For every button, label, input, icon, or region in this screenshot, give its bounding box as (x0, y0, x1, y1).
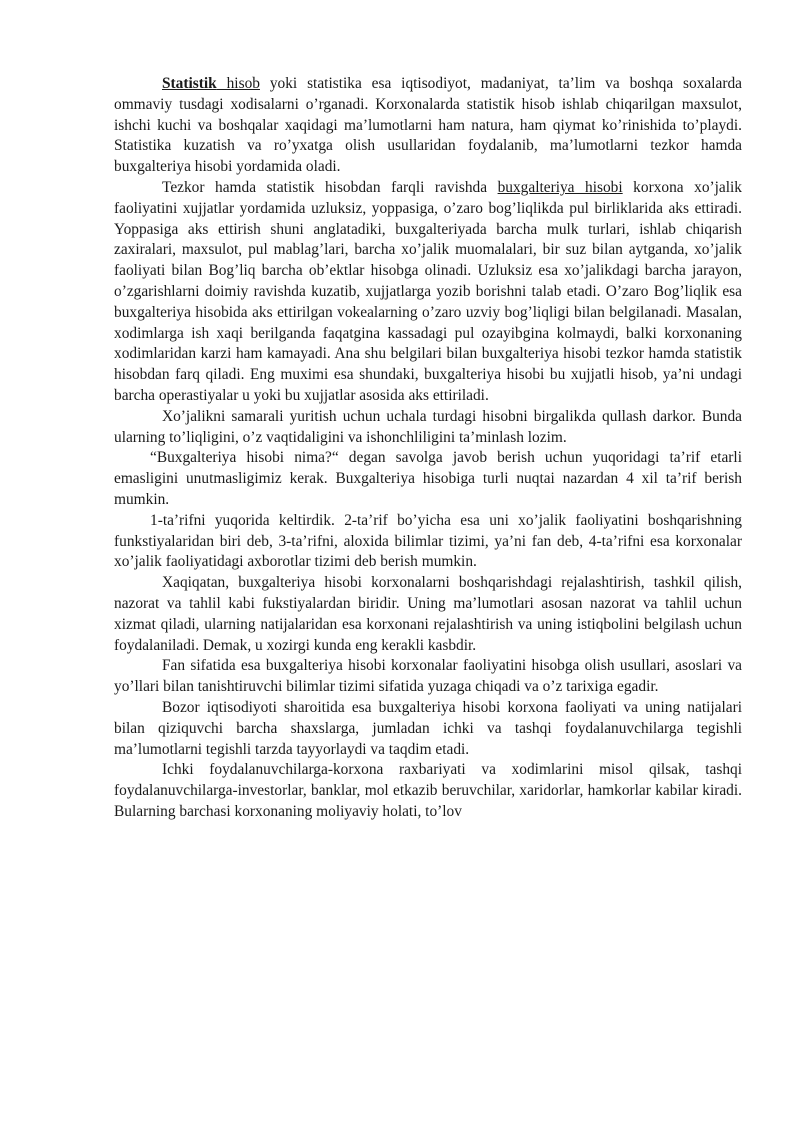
document-page (114, 74, 742, 823)
paragraph-7: Fan sifatida esa buxgalteriya hisobi korxonalar faoliyatini hisobga olish usullari, asoslari va yo’llari bilan tanishtiruvchi bilimlar tizimi sifatida yuzaga chiqadi va o’z tarixiga egadir. (114, 657, 742, 696)
paragraph-2-after: korxona xo’jalik faoliyatini xujjatlar yordamida uzluksiz, yoppasiga, o’zaro bog’liqlikda pul birliklarida aks ettiradi. Yoppasiga aks ettirish shuni anglatadiki, buxgalteriyada barcha mulk turlari, ishlab chiqarish zaxiralari, maxsulot, pul mablag’lari, barcha xo’jalik muomalalari, bir suz bilan aytganda, xo’jalik faoliyati bilan Bog’liq barcha ob’ektlar hisobga olinadi. Uzluksiz esa xo’jalikdagi barcha jarayon, o’zgarishlarni doimiy ravishda kuzatib, xujjatlarga yozib borishni talab etadi. O’zaro Bog’liqlik esa buxgalteriya hisobida aks ettirilgan vokealarning o’zaro uzviy bog’liqligi bilan belgilanadi. Masalan, xodimlarga ish xaqi berilganda faqatgina kassadagi pul ozayibgina kolmaydi, balki korxonaning xodimlaridan karzi ham kamayadi. Ana shu belgilari bilan buxgalteriya hisobi tezkor hamda statistik hisobdan farq qiladi. Eng muximi esa shundaki, buxgalteriya hisobi bu xujjatli hisob, ya’ni undagi barcha operastiyalar u yoki bu xujjatlar asosida aks ettiriladi. (114, 178, 742, 404)
paragraph-4: “Buxgalteriya hisobi nima?“ degan savolga javob berish uchun yuqoridagi ta’rif etarli emasligini unutmasligimiz kerak. Buxgalteriya hisobiga turli nuqtai nazardan 4 xil ta’rif berish mumkin. (114, 449, 742, 508)
paragraph-6: Xaqiqatan, buxgalteriya hisobi korxonalarni boshqarishdagi rejalashtirish, tashkil qilish, nazorat va tahlil kabi fukstiyalardan biridir. Uning ma’lumotlari asosan nazorat va tahlil uchun xizmat qiladi, ularning natijalaridan esa korxonani rejalashtirish va uning istiqbolini belgilash uchun foydalaniladi. Demak, u xozirgi kunda eng kerakli kasbdir. (114, 574, 742, 654)
paragraph-1 (114, 74, 742, 178)
paragraph-2 (114, 178, 742, 407)
term-hisob: hisob (216, 75, 260, 92)
paragraph-1-text: yoki statistika esa iqtisodiyot, madaniyat, ta’lim va boshqa soxalarda ommaviy tusdagi xodisalarni o’rganadi. Korxonalarda statistik hisob ishlab chiqarilgan maxsulot, ishchi kuchi va boshqalar xaqidagi ma’lumotlarni ham natura, ham qiymat ko’rinishida to’playdi. Statistika kuzatish va ro’yxatga olish usullaridan foydalanib, ma’lumotlarni tezkor hamda buxgalteriya hisobi yordamida oladi. (114, 75, 743, 176)
paragraph-9: Ichki foydalanuvchilarga-korxona raxbariyati va xodimlarini misol qilsak, tashqi foydalanuvchilarga-investorlar, banklar, mol etkazib beruvchilar, xaridorlar, hamkorlar kabilar kiradi. Bularning barchasi korxonaning moliyaviy holati, to’lov (114, 761, 742, 820)
paragraph-3: Xo’jalikni samarali yuritish uchun uchala turdagi hisobni birgalikda qullash darkor. Bunda ularning to’liqligini, o’z vaqtidaligini va ishonchliligini ta’minlash lozim. (114, 407, 742, 446)
paragraph-5: 1-ta’rifni yuqorida keltirdik. 2-ta’rif bo’yicha esa uni xo’jalik faoliyatini boshqarishning funkstiyalaridan biri deb, 3-ta’rifni, aloxida bilimlar tizimi, ya’ni fan deb, 4-ta’rifni esa korxonalar xo’jalik faoliyatidagi axborotlar tizimi deb berish mumkin. (114, 511, 742, 571)
term-statistik: Statistik (162, 75, 217, 92)
paragraph-8: Bozor iqtisodiyoti sharoitida esa buxgalteriya hisobi korxona faoliyati va uning natijalari bilan qiziquvchi barcha shaxslarga, jumladan ichki va tashqi foydalanuvchilarga tegishli ma’lumotlarni tegishli tarzda tayyorlaydi va taqdim etadi. (114, 698, 742, 758)
term-buxgalteriya-hisobi-link[interactable]: buxgalteriya hisobi (497, 178, 623, 196)
paragraph-2-before: Tezkor hamda statistik hisobdan farqli ravishda (162, 178, 498, 196)
